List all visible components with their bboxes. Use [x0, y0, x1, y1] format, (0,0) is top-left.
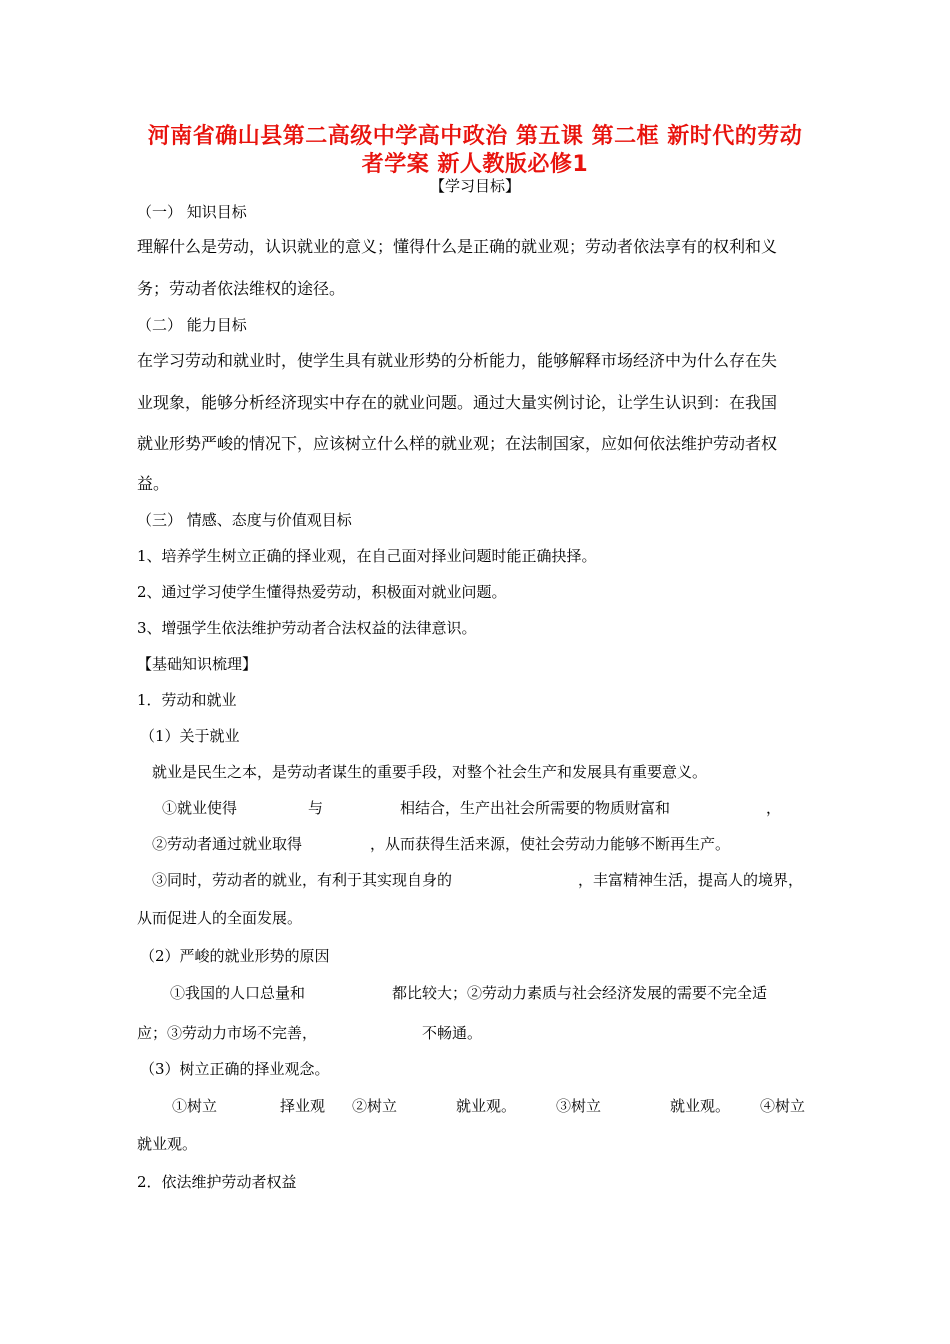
s1-1-a-text3: 相结合，生产出社会所需要的物质财富和 [400, 799, 671, 817]
s1-1-b-text1: ②劳动者通过就业取得 [152, 835, 303, 853]
section-heading-goals: 【学习目标】 [429, 177, 520, 195]
s1-2-heading: （2）严峻的就业形势的原因 [140, 947, 330, 965]
s1-1-b-text2: ，从而获得生活来源，使社会劳动力能够不断再生产。 [370, 835, 731, 853]
s1-3-a-text7: ④树立 [760, 1097, 806, 1115]
s1-heading: 1．劳动和就业 [137, 691, 237, 709]
s1-2-b-text1: 应；③劳动力市场不完善， [137, 1024, 318, 1042]
goal3-heading: （三） 情感、态度与价值观目标 [137, 511, 352, 529]
s1-1-item-c-cont: 从而促进人的全面发展。 [137, 909, 303, 927]
document-title-line2: 者学案 新人教版必修1 [361, 152, 589, 177]
s2-heading: 2．依法维护劳动者权益 [137, 1173, 297, 1191]
s1-3-heading: （3）树立正确的择业观念。 [140, 1060, 330, 1078]
goal2-paragraph-line1: 在学习劳动和就业时，使学生具有就业形势的分析能力，能够解释市场经济中为什么存在失 [137, 351, 778, 370]
s1-2-b-text2: 不畅通。 [422, 1024, 483, 1042]
s1-1-c-text2: ，丰富精神生活，提高人的境界， [578, 871, 804, 889]
s1-1-a-text2: 与 [308, 799, 324, 817]
s1-1-heading: （1）关于就业 [140, 727, 240, 745]
s1-1-a-text4: ， [766, 799, 782, 817]
goal2-heading: （二） 能力目标 [137, 316, 247, 334]
goal3-item1: 1、培养学生树立正确的择业观，在自己面对择业问题时能正确抉择。 [137, 547, 597, 565]
goal2-paragraph-line3: 就业形势严峻的情况下，应该树立什么样的就业观；在法制国家，应如何依法维护劳动者权 [137, 434, 778, 453]
s1-3-a-text6: 就业观。 [670, 1097, 731, 1115]
s1-3-a-text5: ③树立 [556, 1097, 602, 1115]
s1-3-a-text1: ①树立 [172, 1097, 218, 1115]
goal3-item3: 3、增强学生依法维护劳动者合法权益的法律意识。 [137, 619, 477, 637]
goal2-paragraph-line4: 益。 [137, 474, 170, 493]
s1-2-a-text2: 都比较大；②劳动力素质与社会经济发展的需要不完全适 [392, 984, 768, 1002]
document-title-line1: 河南省确山县第二高级中学高中政治 第五课 第二框 新时代的劳动 [147, 124, 803, 149]
s1-1-c-text1: ③同时，劳动者的就业，有利于其实现自身的 [152, 871, 453, 889]
section-heading-basic: 【基础知识梳理】 [137, 655, 258, 673]
s1-1-intro: 就业是民生之本，是劳动者谋生的重要手段，对整个社会生产和发展具有重要意义。 [152, 763, 708, 781]
goal1-paragraph-line2: 务；劳动者依法维权的途径。 [137, 279, 346, 298]
goal1-paragraph-line1: 理解什么是劳动，认识就业的意义；懂得什么是正确的就业观；劳动者依法享有的权利和义 [137, 237, 778, 256]
s1-1-a-text1: ①就业使得 [162, 799, 238, 817]
s1-2-a-text1: ①我国的人口总量和 [170, 984, 306, 1002]
s1-3-a-text3: ②树立 [352, 1097, 398, 1115]
goal2-paragraph-line2: 业现象，能够分析经济现实中存在的就业问题。通过大量实例讨论，让学生认识到：在我国 [137, 393, 778, 412]
goal1-heading: （一） 知识目标 [137, 203, 247, 221]
s1-3-a-text2: 择业观 [280, 1097, 326, 1115]
goal3-item2: 2、通过学习使学生懂得热爱劳动，积极面对就业问题。 [137, 583, 507, 601]
s1-3-item-b: 就业观。 [137, 1135, 198, 1153]
s1-3-a-text4: 就业观。 [456, 1097, 517, 1115]
